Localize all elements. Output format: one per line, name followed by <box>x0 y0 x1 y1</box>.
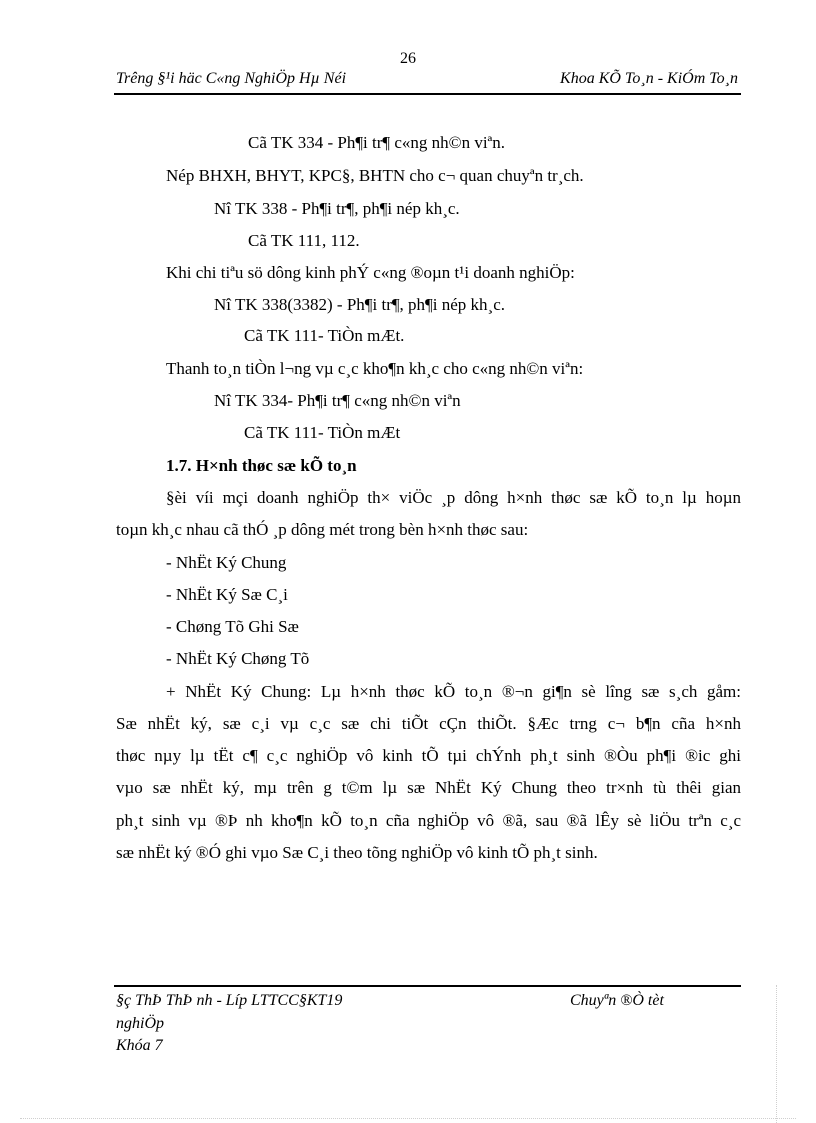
list-item: - NhËt Ký Chøng Tõ <box>166 649 310 668</box>
footer-course: Khóa 7 <box>116 1037 163 1054</box>
body-line: Thanh to¸n tiÒn l¬ng vµ c¸c kho¶n kh¸c cho c«ng nh©n viªn: <box>166 359 584 378</box>
page-number: 26 <box>400 50 416 67</box>
body-line: + NhËt Ký Chung: Lµ h×nh thøc kÕ to¸n ®¬n gi¶n sè lîng sæ s¸ch gåm: <box>166 682 741 701</box>
header-rule <box>114 93 741 95</box>
body-line: Cã TK 111- TiÒn mÆt <box>244 423 401 442</box>
footer-topic: Chuyªn ®Ò tèt <box>570 992 664 1009</box>
body-line: toµn kh¸c nhau cã thÓ ¸p dông mét trong bèn h×nh thøc sau: <box>116 520 529 539</box>
footer-author: §ç ThÞ ThÞ nh - Líp LTTCC§KT19 <box>116 992 343 1009</box>
body-line: Nî TK 338(3382) - Ph¶i tr¶, ph¶i nép kh¸c. <box>214 295 505 314</box>
footer-continuation: nghiÖp <box>116 1015 164 1032</box>
page-boundary-right <box>776 985 777 1123</box>
body-line: §èi víi mçi doanh nghiÖp th× viÖc ¸p dông h×nh thøc sæ kÕ to¸n lµ hoµn <box>166 488 741 507</box>
body-line: Sæ nhËt ký, sæ c¸i vµ c¸c sæ chi tiÕt cÇn thiÕt. §Æc trng c¬ b¶n cña h×nh <box>116 714 741 733</box>
list-item: - NhËt Ký Sæ C¸i <box>166 585 288 604</box>
body-line: thøc nµy lµ tËt c¶ c¸c nghiÖp vô kinh tÕ tµi chÝnh ph¸t sinh ®Òu ph¶i ®ic ghi <box>116 746 741 765</box>
body-line: Cã TK 111- TiÒn mÆt. <box>244 326 405 345</box>
body-line: sæ nhËt ký ®Ó ghi vµo Sæ C¸i theo tõng nghiÖp vô kinh tÕ ph¸t sinh. <box>116 843 598 862</box>
page-boundary-bottom <box>20 1118 796 1119</box>
header-faculty: Khoa KÕ To¸n - KiÓm To¸n <box>560 70 738 87</box>
body-line: Khi chi tiªu sö dông kinh phÝ c«ng ®oµn t¹i doanh nghiÖp: <box>166 263 575 282</box>
section-heading: 1.7. H×nh thøc sæ kÕ to¸n <box>166 456 357 475</box>
body-line: Nî TK 338 - Ph¶i tr¶, ph¶i nép kh¸c. <box>214 199 460 218</box>
footer-rule <box>114 985 741 987</box>
body-line: Cã TK 334 - Ph¶i tr¶ c«ng nh©n viªn. <box>248 133 505 152</box>
list-item: - NhËt Ký Chung <box>166 553 287 572</box>
body-line: ph¸t sinh vµ ®Þ nh kho¶n kÕ to¸n cña nghiÖp vô ®ã, sau ®ã lÊy sè liÖu trªn c¸c <box>116 811 741 830</box>
body-line: Nép BHXH, BHYT, KPC§, BHTN cho c¬ quan chuyªn tr¸ch. <box>166 166 584 185</box>
header-school: Trêng §¹i häc C«ng NghiÖp Hµ Néi <box>116 70 347 87</box>
body-line: vµo sæ nhËt ký, mµ trên g t©m lµ sæ NhËt Ký Chung theo tr×nh tù thêi gian <box>116 778 741 797</box>
list-item: - Chøng Tõ Ghi Sæ <box>166 617 299 636</box>
body-line: Nî TK 334- Ph¶i tr¶ c«ng nh©n viªn <box>214 391 461 410</box>
body-line: Cã TK 111, 112. <box>248 231 360 250</box>
